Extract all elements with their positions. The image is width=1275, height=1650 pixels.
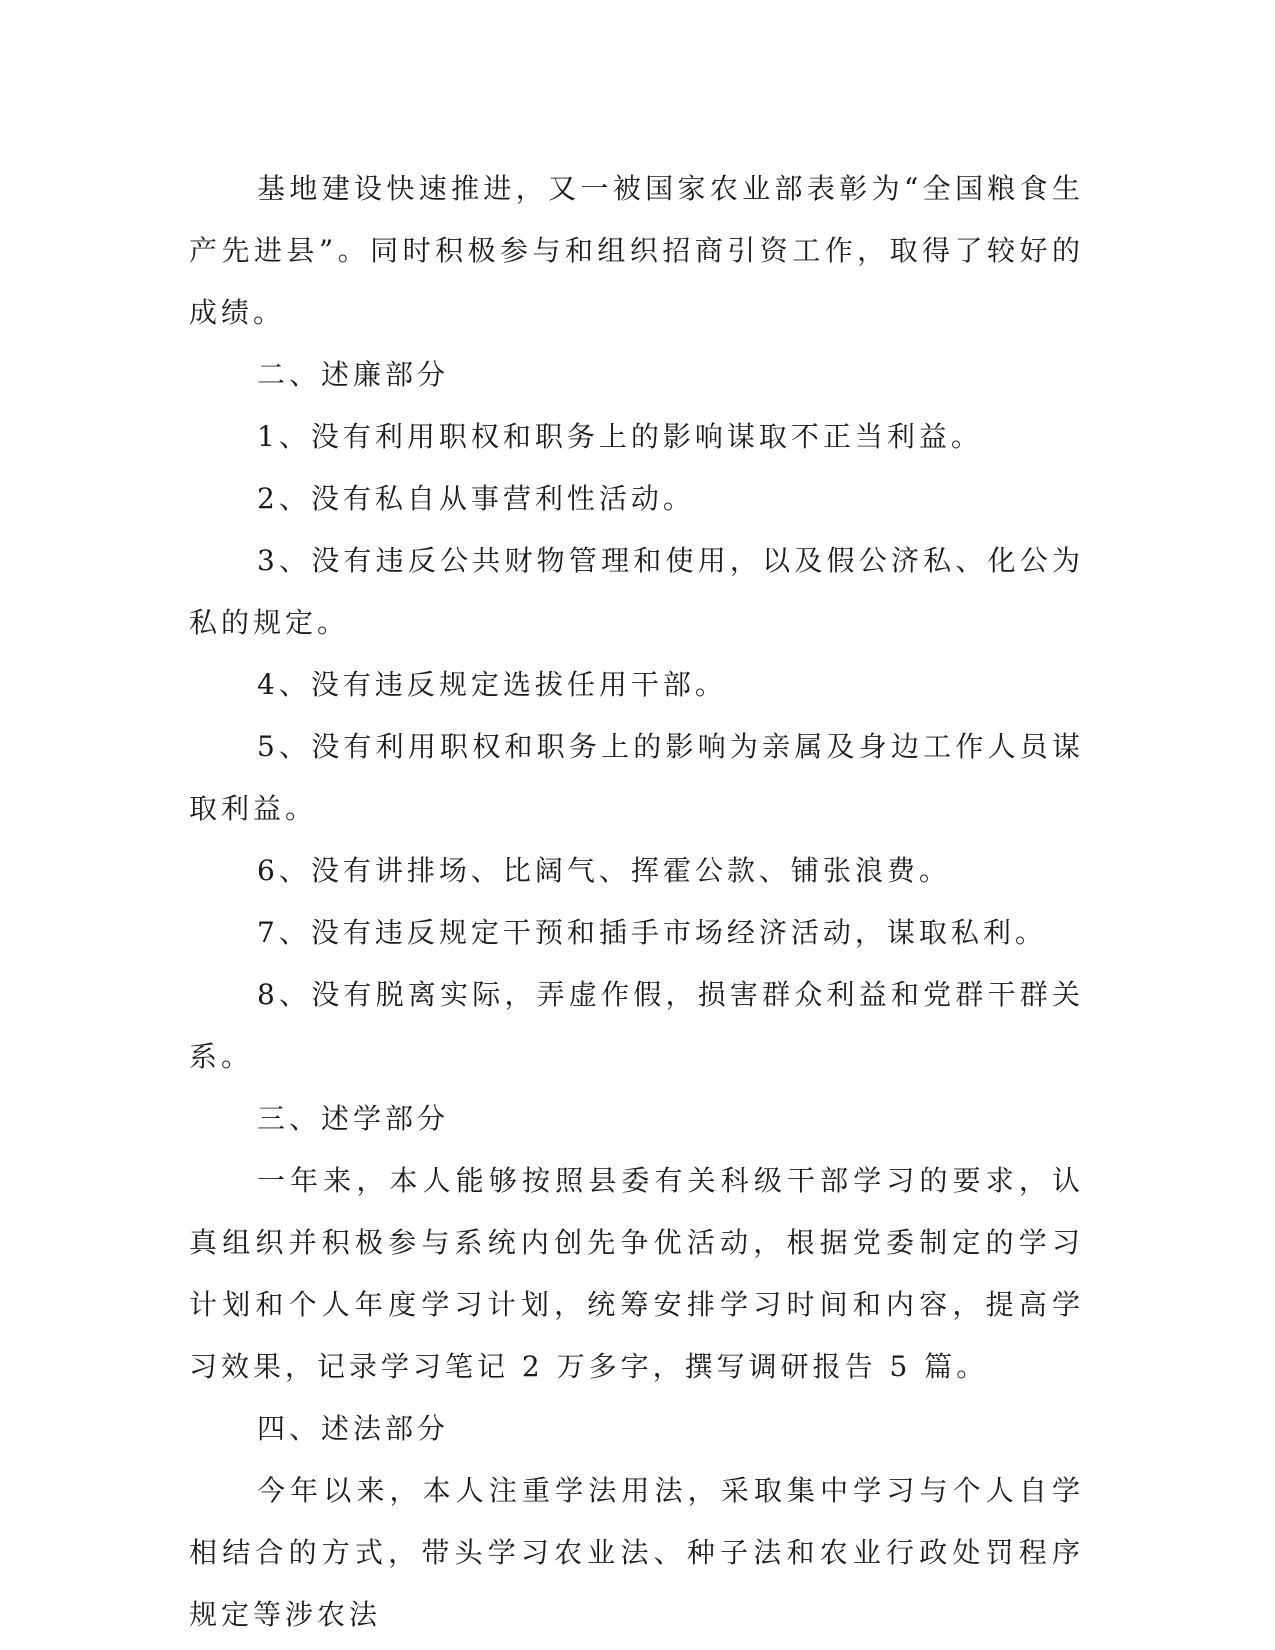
section-heading: 三、述学部分 [257,1102,450,1135]
list-item: 8、没有脱离实际，弄虚作假，损害群众利益和党群干群关系。 [189,978,1084,1073]
section-heading: 二、述廉部分 [257,358,450,391]
section-heading: 四、述法部分 [257,1412,450,1445]
paragraph: 基地建设快速推进，又一被国家农业部表彰为“全国粮食生产先进县”。同时积极参与和组织招商引资工作，取得了较好的成绩。 [189,172,1084,329]
list-item: 1、没有利用职权和职务上的影响谋取不正当利益。 [257,420,983,453]
list-item: 7、没有违反规定干预和插手市场经济活动，谋取私利。 [257,916,1047,949]
list-item: 2、没有私自从事营利性活动。 [257,482,695,515]
document-body [189,158,1084,1646]
list-item: 3、没有违反公共财物管理和使用，以及假公济私、化公为私的规定。 [189,544,1084,639]
list-item: 6、没有讲排场、比阔气、挥霍公款、铺张浪费。 [257,854,951,887]
list-item: 5、没有利用职权和职务上的影响为亲属及身边工作人员谋取利益。 [189,730,1084,825]
paragraph: 今年以来，本人注重学法用法，采取集中学习与个人自学相结合的方式，带头学习农业法、种子法和农业行政处罚程序规定等涉农法 [189,1474,1084,1631]
paragraph: 一年来，本人能够按照县委有关科级干部学习的要求，认真组织并积极参与系统内创先争优活动，根据党委制定的学习计划和个人年度学习计划，统筹安排学习时间和内容，提高学习效果，记录学习笔记 2 万多字，撰写调研报告 5 篇。 [189,1164,1084,1383]
list-item: 4、没有违反规定选拔任用干部。 [257,668,727,701]
